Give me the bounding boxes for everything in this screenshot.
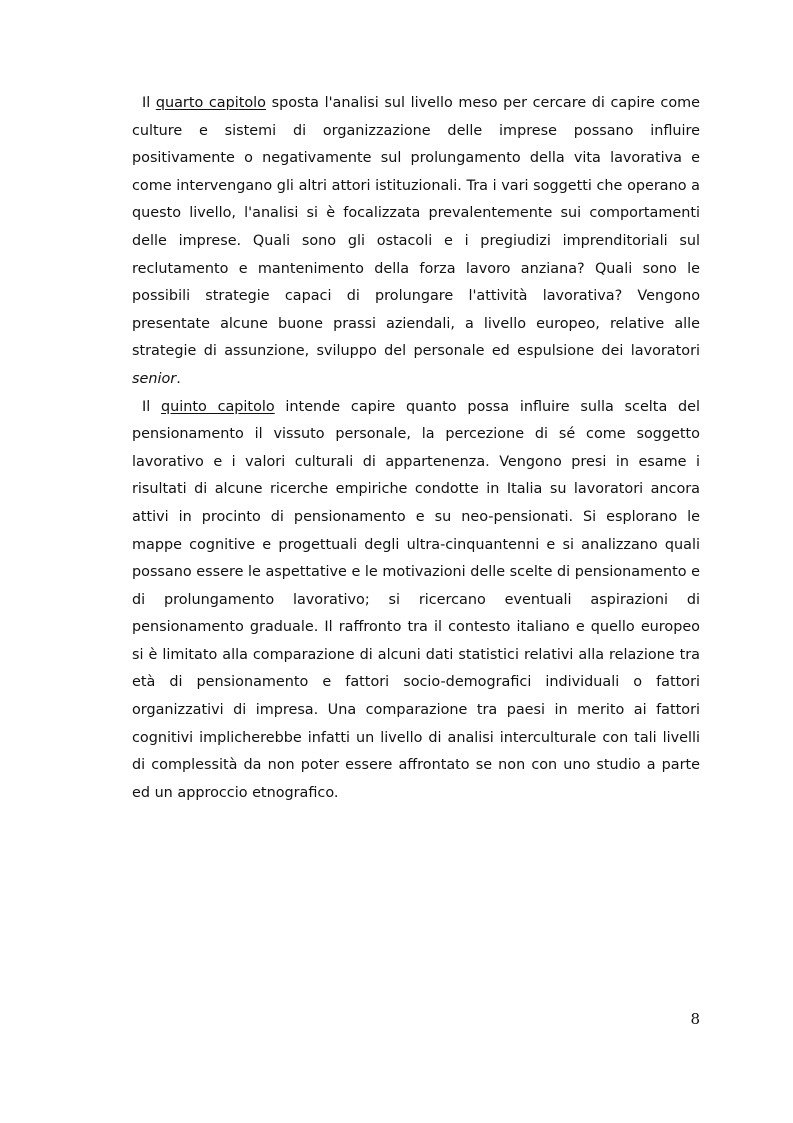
paragraph-lead: Il [142,398,161,415]
paragraph-quinto-capitolo [132,394,700,808]
chapter-reference-quarto: quarto capitolo [155,95,266,111]
paragraph-lead: Il [142,95,156,111]
chapter-reference-quinto: quinto capitolo [161,398,275,415]
paragraph-tail: . [176,370,181,387]
paragraph-body: intende capire quanto possa influire sulla scelta del pensionamento il vissuto personale, la percezione di sé come soggetto lavorativo e i valori culturali di appartenenza. Vengono presi in esame i risultati di alcune ricerche empiriche condotte in Italia su lavoratori ancora attivi in procinto di pensionamento e su neo-pensionati. Si esplorano le mappe cognitive e progettuali degli ultra-cinquantenni e si analizzano quali possano essere le aspettative e le motivazioni delle scelte di pensionamento e di prolungamento lavorativo; si ricercano eventuali aspirazioni di pensionamento graduale. Il raffronto tra il contesto italiano e quello europeo si è limitato alla comparazione di alcuni dati statistici relativi alla relazione tra età di pensionamento e fattori socio-demografici individuali o fattori organizzativi di impresa. Una comparazione tra paesi in merito ai fattori cognitivi implicherebbe infatti un livello di analisi interculturale con tali livelli di complessità da non poter essere affrontato se non con uno studio a parte ed un approccio etnografico. [132,398,700,801]
paragraph-body: sposta l'analisi sul livello meso per cercare di capire come culture e sistemi di organizzazione delle imprese possano influire positivamente o negativamente sul prolungamento della vita lavorativa e come intervengano gli altri attori istituzionali. Tra i vari soggetti che operano a questo livello, l'analisi si è focalizzata prevalentemente sui comportamenti delle imprese. Quali sono gli ostacoli e i pregiudizi imprenditoriali sul reclutamento e mantenimento della forza lavoro anziana? Quali sono le possibili strategie capaci di prolungare l'attività lavorativa? Vengono presentate alcune buone prassi aziendali, a livello europeo, relative alle strategie di assunzione, sviluppo del personale ed espulsione dei lavoratori [132,95,701,360]
paragraph-quarto-capitolo [132,90,700,394]
page-number: 8 [690,1010,700,1028]
italic-term-senior: senior [132,370,177,387]
body-text [132,90,700,807]
